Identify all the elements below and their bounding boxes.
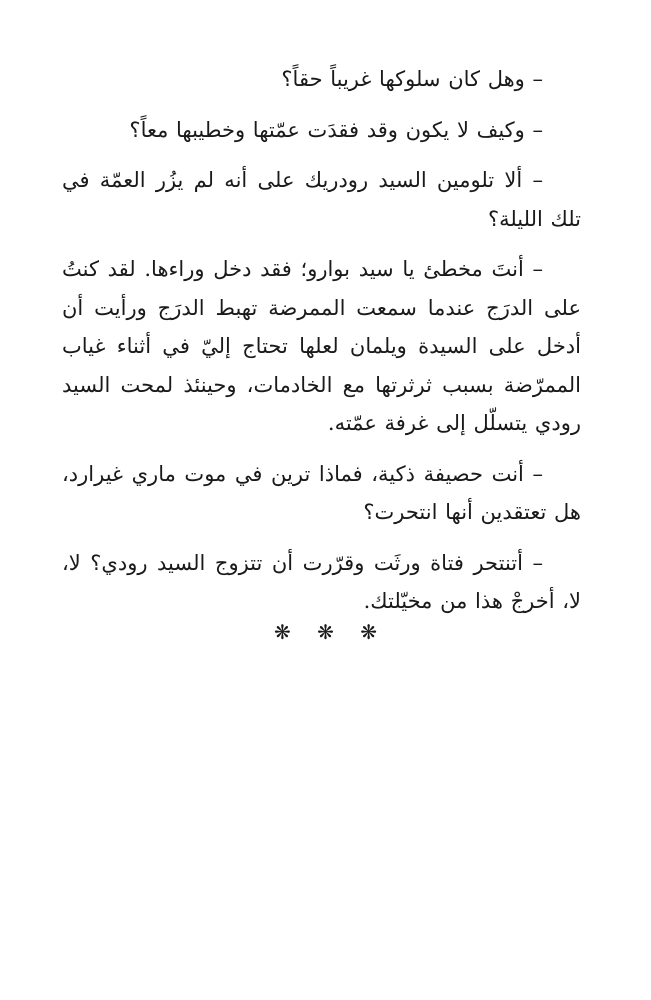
- section-separator: [0, 620, 651, 644]
- asterism-star-icon: ❋: [360, 620, 377, 644]
- asterism-star-icon: ❋: [273, 620, 291, 644]
- asterism-star-icon: ❋: [317, 620, 334, 644]
- paragraph-3: – ألا تلومين السيد رودريك على أنه لم يزُر العمّة في تلك الليلة؟: [62, 168, 581, 231]
- dialogue-text: [62, 60, 581, 633]
- paragraph-2: – وكيف لا يكون وقد فقدَت عمّتها وخطيبها معاً؟: [129, 117, 543, 142]
- paragraph-1: – وهل كان سلوكها غريباً حقاً؟: [281, 67, 543, 91]
- paragraph-4: – أنتَ مخطئ يا سيد بوارو؛ فقد دخل وراءها. لقد كنتُ على الدرَج عندما سمعت الممرضة تهبط الدرَج ورأيت أن أدخل على السيدة ويلمان لعلها تحتاج إليّ في أثناء غياب الممرّضة بسبب ثرثرتها مع الخادمات، وحينئذ لمحت السيد رودي يتسلّل إلى غرفة عمّته.: [62, 257, 581, 435]
- paragraph-6: – أتنتحر فتاة ورثَت وقرّرت أن تتزوج السيد رودي؟ لا، لا، أخرجْ هذا من مخيّلتك.: [62, 550, 581, 613]
- paragraph-5: – أنت حصيفة ذكية، فماذا ترين في موت ماري غيرارد، هل تعتقدين أنها انتحرت؟: [62, 461, 581, 524]
